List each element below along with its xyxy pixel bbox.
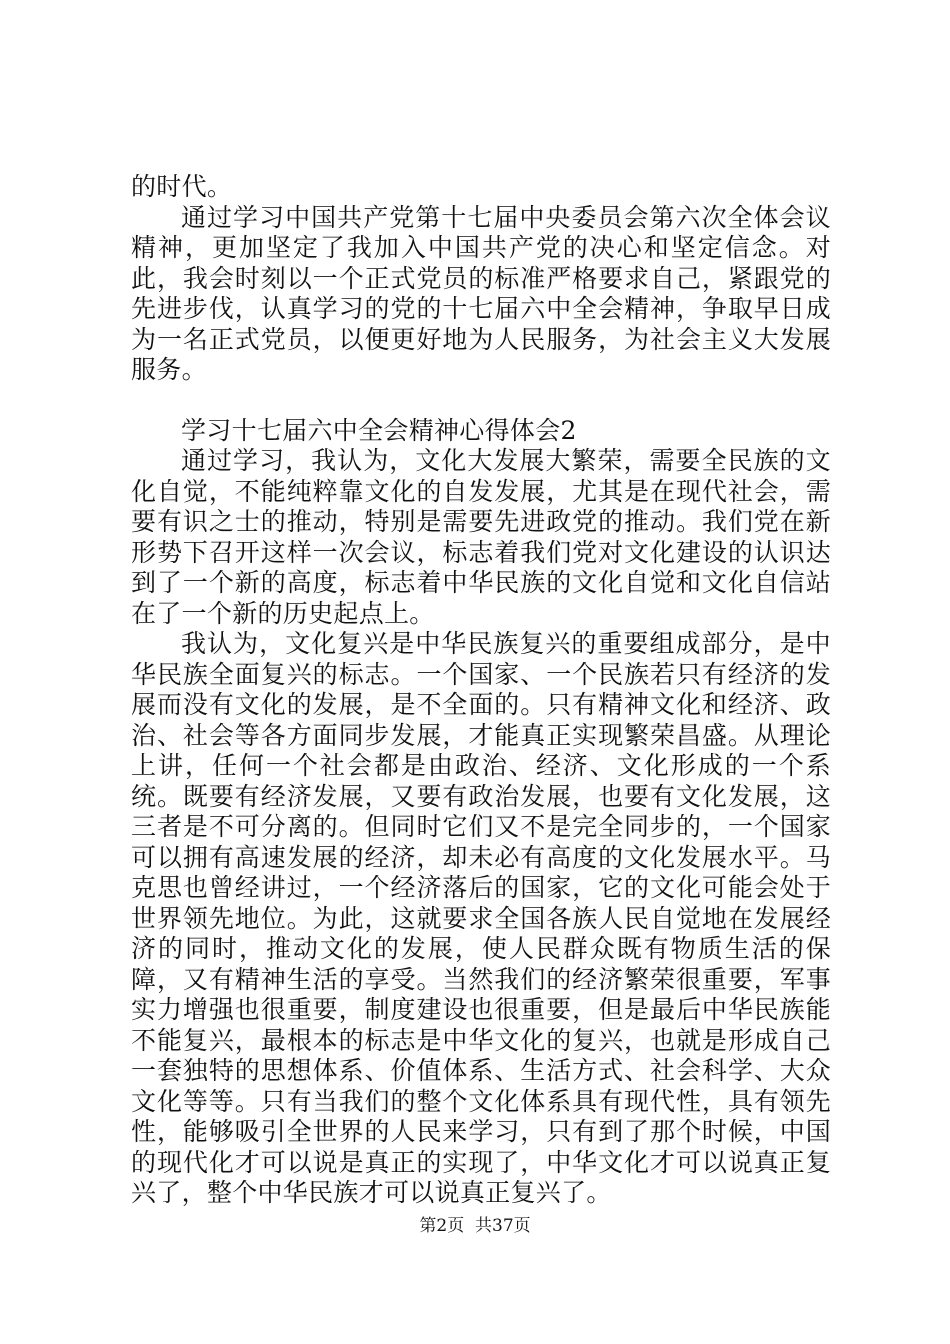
page-suffix: 页: [447, 1216, 465, 1236]
total-prefix: 共: [475, 1216, 492, 1236]
section-gap: [131, 386, 831, 416]
paragraph-continuation: 的时代。: [131, 172, 233, 201]
page-prefix: 第: [419, 1216, 437, 1236]
paragraph-cultural-awareness: 通过学习，我认为，文化大发展大繁荣，需要全民族的文化自觉，不能纯粹靠文化的自发发展，尤其是在现代社会，需要有识之士的推动，特别是需要先进政党的推动。我们党在新形势下召开这样一次会议，标志着我们党对文化建设的认识达到了一个新的高度，标志着中华民族的文化自觉和文化自信站在了一个新的历史起点上。: [131, 446, 831, 628]
total-pages-number: 37: [492, 1216, 514, 1236]
section-heading: 学习十七届六中全会精神心得体会2: [181, 415, 577, 445]
paragraph-resolution: 通过学习中国共产党第十七届中央委员会第六次全体会议精神，更加坚定了我加入中国共产党的决心和坚定信念。对此，我会时刻以一个正式党员的标准严格要求自己，紧跟党的先进步伐，认真学习的党的十七届六中全会精神，争取早日成为一名正式党员，以便更好地为人民服务，为社会主义大发展服务。: [131, 202, 831, 384]
document-body: [131, 172, 831, 1209]
page-footer: [0, 1216, 950, 1236]
paragraph-cultural-revival: 我认为，文化复兴是中华民族复兴的重要组成部分，是中华民族全面复兴的标志。一个国家、一个民族若只有经济的发展而没有文化的发展，是不全面的。只有精神文化和经济、政治、社会等各方面同步发展，才能真正实现繁荣昌盛。从理论上讲，任何一个社会都是由政治、经济、文化形成的一个系统。既要有经济发展，又要有政治发展，也要有文化发展，这三者是不可分离的。但同时它们又不是完全同步的，一个国家可以拥有高速发展的经济，却未必有高度的文化发展水平。马克思也曾经讲过，一个经济落后的国家，它的文化可能会处于世界领先地位。为此，这就要求全国各族人民自觉地在发展经济的同时，推动文化的发展，使人民群众既有物质生活的保障，又有精神生活的享受。当然我们的经济繁荣很重要，军事实力增强也很重要，制度建设也很重要，但是最后中华民族能不能复兴，最根本的标志是中华文化的复兴，也就是形成自己一套独特的思想体系、价值体系、生活方式、社会科学、大众文化等等。只有当我们的整个文化体系具有现代性，具有领先性，能够吸引全世界的人民来学习，只有到了那个时候，中国的现代化才可以说是真正的实现了，中华文化才可以说真正复兴了，整个中华民族才可以说真正复兴了。: [131, 629, 831, 1207]
total-suffix: 页: [513, 1216, 531, 1236]
current-page-number: 2: [436, 1216, 448, 1236]
